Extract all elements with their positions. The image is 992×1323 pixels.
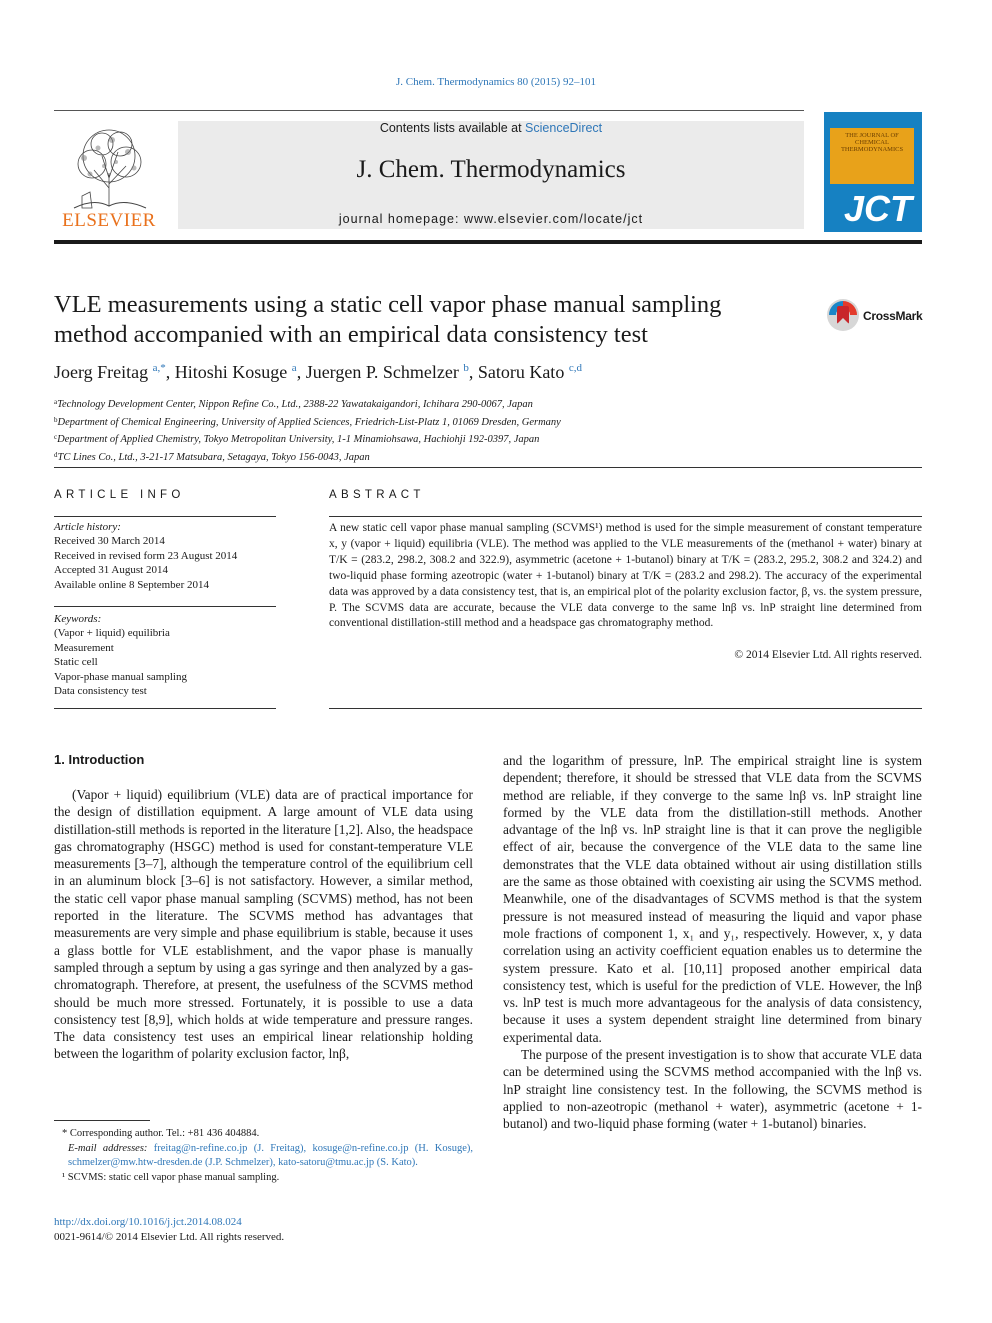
sciencedirect-link[interactable]: ScienceDirect	[525, 121, 603, 135]
contents-line	[178, 121, 804, 135]
author-name: Hitoshi Kosuge	[174, 362, 288, 382]
author-affiliation-mark[interactable]: a,*	[152, 362, 166, 374]
issn-copyright: 0021-9614/© 2014 Elsevier Ltd. All rights reserved.	[54, 1231, 285, 1243]
article-history	[54, 520, 237, 592]
author-affiliation-mark[interactable]: c,d	[568, 362, 582, 374]
body-paragraph: (Vapor + liquid) equilibrium (VLE) data are of practical importance for the design of distillation equipment. A large amount of VLE data using distillation-still methods is reported in the literature [1,2]. Also, the headspace gas chromatography (HSGC) method is used for constant-temperature VLE measurements [3–7], although the temperature control of the equilibrium cell in an aluminum block [3–6] is not satisfactory. However, a similar method, the static cell vapor phase manual sampling (SCVMS) method, has not been reported in the literature. The SCVMS method has advantages that measurements are very simple and phase equilibrium is stable, because it uses a glass bottle for VLE establishment, and the vapor phase is manually sampled through a septum by using a gas syringe and then analyzed by a gas-chromatograph. Therefore, at present, the usefulness of the SCVMS method should be much more stressed. Fortunately, it is possible to use a data consistency test [8,9], which holds at wide temperature and pressure ranges. The data consistency test uses an empirical linear relationship holding between the logarithm of polarity exclusion factor, lnβ,	[54, 787, 473, 1062]
footnote-rule	[54, 1120, 150, 1121]
corresponding-author-note: * Corresponding author. Tel.: +81 436 404884.	[62, 1128, 260, 1139]
affiliations	[54, 395, 561, 466]
history-item: Accepted 31 August 2014	[54, 564, 168, 577]
journal-citation[interactable]: J. Chem. Thermodynamics 80 (2015) 92–101	[396, 76, 596, 88]
email-note	[54, 1142, 473, 1171]
body-column-left	[54, 786, 473, 1063]
crossmark-icon[interactable]	[826, 298, 860, 332]
affiliation-item: $^a$Technology Development Center, Nippon Refine Co., Ltd., 2388-22 Yawatakaigandori, Ichihara 290-0067, Japan	[54, 398, 533, 410]
history-item: Available online 8 September 2014	[54, 578, 209, 591]
email-addresses[interactable]: freitag@n-refine.co.jp (J. Freitag), kosuge@n-refine.co.jp (H. Kosuge), schmelzer@mw.htw-dresden.de (J.P. Schmelzer), kato-satoru@tmu.ac.jp (S. Kato).	[68, 1142, 474, 1168]
affiliation-item: $^b$Department of Chemical Engineering, University of Applied Sciences, Friedrich-List-Platz 1, 01069 Dresden, Germany	[54, 415, 561, 428]
author-affiliation-mark[interactable]: a	[291, 362, 297, 374]
abstract-heading: ABSTRACT	[329, 489, 425, 501]
article-info-rule	[54, 516, 276, 517]
section-heading-introduction: 1. Introduction	[54, 752, 145, 767]
body-paragraph: The purpose of the present investigation is to show that accurate VLE data can be determined using the SCVMS method accompanied with the lnβ vs. lnP straight line consistency test. In the following, the SCVMS method is applied to non-azeotropic (methanol + water), asymmetric (acetone + 1-butanol) and two-liquid phase forming (water + 1-butanol) binaries.	[503, 1047, 922, 1132]
keyword-item: (Vapor + liquid) equilibria	[54, 627, 170, 640]
abstract-rule	[329, 708, 922, 709]
history-item: Received 30 March 2014	[54, 535, 165, 548]
keyword-item: Static cell	[54, 656, 98, 669]
body-paragraph: and the logarithm of pressure, lnP. The empirical straight line is system dependent; therefore, it should be stressed that VLE data from the SCVMS method are reliable, if they converge to the same lnβ vs. lnP straight line formed by the VLE data from the distillation-still methods. Another advantage of the lnβ vs. lnP straight line is that it can prove the negligible effect of air, because the convergence of the VLE data to the same line demonstrates that the VLE data obtained without air using distillation stills are the same as those obtained with coexisting air using the SCVMS method. Meanwhile, one of the disadvantages of SCVMS method is that the system pressure is not measured instead of measuring the liquid and vapor phase mole fractions of component 1, x₁ and y₁, respectively. However, x, y data correlation using an activity coefficient equation enables us to determine the system pressure. Kato et al. [10,11] proposed another empirical data consistency test, which is useful for the prediction of VLE. However, the lnβ vs. lnP test is much more advantageous for the analysis of data consistency, because it uses a system dependent straight line determined from binary experimental data.	[503, 753, 922, 1045]
header-rule	[54, 110, 804, 111]
article-title: VLE measurements using a static cell vapor phase manual sampling method accompanied with an empirical data consistency test	[54, 291, 722, 348]
crossmark-label[interactable]: CrossMark	[863, 309, 923, 323]
article-info-rule	[54, 708, 276, 709]
journal-cover[interactable]	[824, 112, 922, 232]
footnotes	[54, 1127, 473, 1185]
cover-abbreviation: JCT	[844, 188, 913, 229]
elsevier-wordmark: ELSEVIER	[62, 210, 156, 231]
abstract-copyright: © 2014 Elsevier Ltd. All rights reserved.	[734, 649, 922, 661]
affiliation-item: $^c$Department of Applied Chemistry, Tokyo Metropolitan University, 1-1 Minamiohsawa, Hachiohji 192-0397, Japan	[54, 433, 540, 446]
affiliation-item: $^d$TC Lines Co., Ltd., 3-21-17 Matsubara, Setagaya, Tokyo 156-0043, Japan	[54, 451, 370, 464]
section-rule	[54, 467, 922, 468]
author-list: Joerg Freitag $^{a,*}$, Hitoshi Kosuge $^a$, Juergen P. Schmelzer $^b$, Satoru Kato $^{c,d}$	[54, 362, 582, 382]
keyword-item: Data consistency test	[54, 685, 147, 698]
abbreviation-note: ¹ SCVMS: static cell vapor phase manual sampling.	[62, 1171, 280, 1183]
homepage-prefix: journal homepage:	[338, 212, 464, 226]
history-label: Article history:	[54, 521, 121, 533]
doi-link[interactable]: http://dx.doi.org/10.1016/j.jct.2014.08.024	[54, 1216, 242, 1228]
contents-prefix: Contents lists available at	[379, 121, 526, 135]
author-name: Juergen P. Schmelzer	[305, 362, 459, 382]
history-item: Received in revised form 23 August 2014	[54, 549, 238, 562]
journal-homepage	[178, 212, 804, 226]
article-info-heading: ARTICLE INFO	[54, 489, 185, 501]
keywords	[54, 612, 187, 698]
masthead-rule	[54, 240, 922, 244]
keyword-item: Vapor-phase manual sampling	[54, 670, 187, 683]
author-affiliation-mark[interactable]: b	[463, 362, 469, 374]
email-label: E-mail addresses:	[68, 1142, 148, 1154]
abstract-text: A new static cell vapor phase manual sampling (SCVMS¹) method is used for the simple measurement of constant temperature x, y (vapor + liquid) equilibria (VLE). The method was applied to the VLE measurements of the (methanol + water) binary at T/K = (283.2, 298.2, 308.2 and 322.9), asymmetric (acetone + 1-butanol) binary at T/K = (283.2, 295.2, 308.2 and 324.2) and two-liquid phase forming azeotropic (water + 1-butanol) binary at T/K = (283.2 and 298.2). The accuracy of the experimental data was approved by a data consistency test, that is, an empirical plot of the polarity exclusion factor, β, vs. the system pressure, P. The SCVMS data are accurate, because the VLE data converge to the same lnβ vs. lnP straight line determined from conventional distillation-still method and a headspace gas chromatography method.	[329, 522, 923, 630]
journal-name: J. Chem. Thermodynamics	[356, 156, 626, 183]
keyword-item: Measurement	[54, 641, 114, 654]
abstract-rule	[329, 516, 922, 517]
keywords-label: Keywords:	[54, 613, 102, 625]
author-name: Joerg Freitag	[54, 362, 149, 382]
author-name: Satoru Kato	[477, 362, 565, 382]
homepage-link[interactable]: www.elsevier.com/locate/jct	[463, 212, 644, 226]
article-info-rule	[54, 606, 276, 607]
body-column-right	[503, 752, 922, 1133]
cover-title: THE JOURNAL OF CHEMICAL THERMODYNAMICS	[840, 132, 904, 153]
